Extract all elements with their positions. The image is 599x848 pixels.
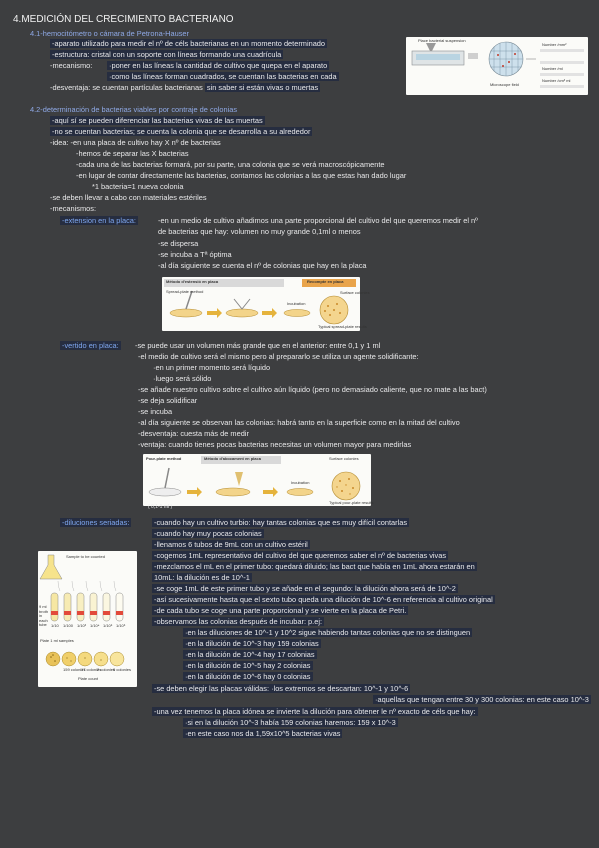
diluciones-line: ·en este caso nos da 1,59x10^5 bacterias vivas xyxy=(185,729,341,738)
extension-line: -se incuba a Tª óptima xyxy=(158,250,232,259)
figure-label: Number /mm² xyxy=(542,42,567,47)
diluciones-line: ·si en la dilución 10^-3 había 159 colonias haremos: 159 x 10^-3 xyxy=(185,718,396,727)
s1-line: ·como las líneas forman cuadrados, se cuentan las bacterias en cada xyxy=(109,72,337,81)
diluciones-line: -se coge 1mL de este primer tubo y se añade en el segundo: la dilución ahora será de 10^-2 xyxy=(154,584,456,593)
dilution-label: 1/100 xyxy=(63,623,74,628)
section-heading-4-2: 4.2-determinación de bacterias viables por contraje de colonias xyxy=(30,105,238,114)
figure-label: Plate 1 ml samples xyxy=(40,638,74,643)
extension-line: -se dispersa xyxy=(158,239,199,248)
s2-intro-line: -idea: -en una placa de cultivo hay X nº de bacterias xyxy=(50,138,221,147)
vertido-line: -al día siguiente se observan las colonias: habrá tanto en la superficie como en la mitad del cultivo xyxy=(138,418,460,427)
figure-label: 17 colonies xyxy=(81,667,102,672)
diluciones-line: -mezclamos el mL en el primer tubo: quedará diluido; las bact que había en 1mL ahora estarán en xyxy=(154,562,475,571)
figure-title: Método d'estensió en placa xyxy=(166,279,219,284)
diluciones-line: -cuando hay un cultivo turbio: hay tantas colonias que es muy difícil contarlas xyxy=(154,518,408,527)
hemocytometer-figure xyxy=(406,37,588,95)
s1-line: ·poner en las líneas la cantidad de cultivo que quepa en el aparato xyxy=(109,61,328,70)
diluciones-line: ·aquellas que tengan entre 30 y 300 colonias: en este caso 10^-3 xyxy=(375,695,589,704)
s2-intro-line: -no se cuentan bacterias; se cuenta la colonia que se desarrolla a su alrededor xyxy=(52,127,311,136)
figure-label: Incubation xyxy=(287,301,306,306)
figure-label: Surface colonies xyxy=(329,456,359,461)
vertido-line: -ventaja: cuando tienes pocas bacterias necesitas un volumen mayor para medirlas xyxy=(138,440,412,449)
s2-intro-line: -se deben llevar a cabo con materiales estériles xyxy=(50,193,207,202)
vertido-line: ·en un primer momento será líquido xyxy=(153,363,271,372)
extension-line: -en un medio de cultivo añadimos una parte proporcional del cultivo del que queremos medir el nº xyxy=(158,216,478,225)
s1-line: -desventaja: se cuentan partículas bacterianas sin saber si están vivas o muertas xyxy=(50,83,319,92)
vertido-line: ·luego será sólido xyxy=(153,374,212,383)
figure-label: 159 colonies xyxy=(63,667,86,672)
spread-plate-figure xyxy=(162,277,370,331)
vertido-line: -desventaja: cuesta más de medir xyxy=(138,429,249,438)
s2-intro-line: -mecanismos: xyxy=(50,204,96,213)
diluciones-label: -diluciones seriadas: xyxy=(62,518,130,527)
figure-label: Number /ml xyxy=(542,66,563,71)
figure-title: Método d'abocament en placa xyxy=(204,456,261,461)
dilution-label: 1/10⁶ xyxy=(116,623,126,628)
dilution-label: 1/10⁴ xyxy=(90,623,100,628)
page-title: 4.MEDICIÓN DEL CRECIMIENTO BACTERIANO xyxy=(13,14,234,25)
vertido-line: -se incuba xyxy=(138,407,173,416)
vertido-line: -se añade nuestro cultivo sobre el cultivo aún líquido (pero no demasiado caliente, que no mate a las bact) xyxy=(138,385,487,394)
vertido-line: -se puede usar un volumen más grande que en el anterior: entre 0,1 y 1 ml xyxy=(135,341,381,350)
s2-intro-line: -cada una de las bacterias formará, por su parte, una colonia que se verá macroscópicamente xyxy=(76,160,385,169)
dilution-label: 1/10 xyxy=(51,623,59,628)
figure-label: Surface colonies xyxy=(340,290,370,295)
s1-line: -aparato utilizado para medir el nº de céls bacterianas en un momento determinado xyxy=(52,39,326,48)
diluciones-line: ·en la dilución de 10^-4 hay 17 colonias xyxy=(185,650,315,659)
s2-intro-line: *1 bacteria=1 nueva colonia xyxy=(92,182,184,191)
s2-intro-line: -en lugar de contar directamente las bacterias, contamos las colonias a las que estas han dado lugar xyxy=(76,171,407,180)
dilution-label: 1/10³ xyxy=(77,623,87,628)
serial-dilution-figure xyxy=(38,551,137,687)
figure-title: Pour-plate method xyxy=(146,456,182,461)
figure-label: 0 colonies xyxy=(113,667,132,672)
extension-label: -extension en la placa: xyxy=(62,216,136,225)
pour-plate-figure xyxy=(143,454,374,506)
figure-label: 9 ml broth in each tube xyxy=(39,604,49,628)
diluciones-line: ·en la dilución de 10^-5 hay 2 colonias xyxy=(185,661,311,670)
figure-label: Microscope field xyxy=(490,82,519,87)
vertido-line: -se deja solidificar xyxy=(138,396,198,405)
diluciones-line: -observamos las colonias después de incubar: p.ej: xyxy=(154,617,323,626)
extension-line: de bacterias que hay: volumen no muy grande 0,1ml o menos xyxy=(158,227,361,236)
diluciones-line: -cuando hay muy pocas colonias xyxy=(154,529,262,538)
diluciones-line: ·en la dilución de 10^-3 hay 159 colonias xyxy=(185,639,319,648)
diluciones-line: -una vez tenemos la placa idónea se invierte la dilución para obtener le nº exacto de céls que hay: xyxy=(154,707,476,716)
figure-label: Place bacterial suspension xyxy=(418,38,466,43)
vertido-label: -vertido en placa: xyxy=(62,341,119,350)
figure-label: Typical pour-plate results xyxy=(329,500,374,505)
s2-intro-line: -aquí sí se pueden diferenciar las bacterias vivas de las muertas xyxy=(52,116,263,125)
extension-line: -al día siguiente se cuenta el nº de colonias que hay en la placa xyxy=(158,261,367,270)
section-heading-4-1: 4.1-hemocitómetro o cámara de Petrona-Hauser xyxy=(30,29,189,38)
dilution-label: 1/10⁵ xyxy=(103,623,113,628)
figure-label: Sample to be counted xyxy=(66,554,105,559)
figure-label: 2 colonies xyxy=(97,667,116,672)
diluciones-line: -se deben elegir las placas válidas: ·los extremos se descartan: 10^-1 y 10^-6 xyxy=(154,684,409,693)
pour-plate-volume: ( 0,1-1 ml ) xyxy=(148,504,173,510)
vertido-line: -el medio de cultivo será el mismo pero al prepararlo se utiliza un agente solidificante: xyxy=(138,352,419,361)
figure-title: Recompte en placa xyxy=(307,279,344,284)
figure-label: Typical spread-plate results xyxy=(318,324,367,329)
figure-label: Incubation xyxy=(291,480,310,485)
diluciones-line: -de cada tubo se coge una parte proporcional y se vierte en la placa de Petri. xyxy=(154,606,407,615)
figure-label: Plate count xyxy=(78,676,99,681)
figure-label: Number /cm³ ml xyxy=(542,78,571,83)
diluciones-line: -llenamos 6 tubos de 9mL con un cultivo estéril xyxy=(154,540,308,549)
s2-intro-line: -hemos de separar las X bacterias xyxy=(76,149,189,158)
diluciones-line: -cogemos 1mL representativo del cultivo del que queremos saber el nº de bacterias vivas xyxy=(154,551,447,560)
s1-line: -estructura: cristal con un soporte con líneas formando una cuadrícula xyxy=(52,50,282,59)
diluciones-line: 10mL: la dilución es de 10^-1 xyxy=(154,573,250,582)
diluciones-line: ·en la dilución de 10^-6 hay 0 colonias xyxy=(185,672,311,681)
diluciones-line: -así sucesivamente hasta que el sexto tubo queda una dilución de 10^-6 en referencia al cultivo original xyxy=(154,595,493,604)
diluciones-line: ·en las diluciones de 10^-1 y 10^2 sigue habiendo tantas colonias que no se distinguen xyxy=(185,628,471,637)
figure-label: Spread-plate method xyxy=(166,289,204,294)
s1-line: -mecanismo: xyxy=(50,61,93,70)
